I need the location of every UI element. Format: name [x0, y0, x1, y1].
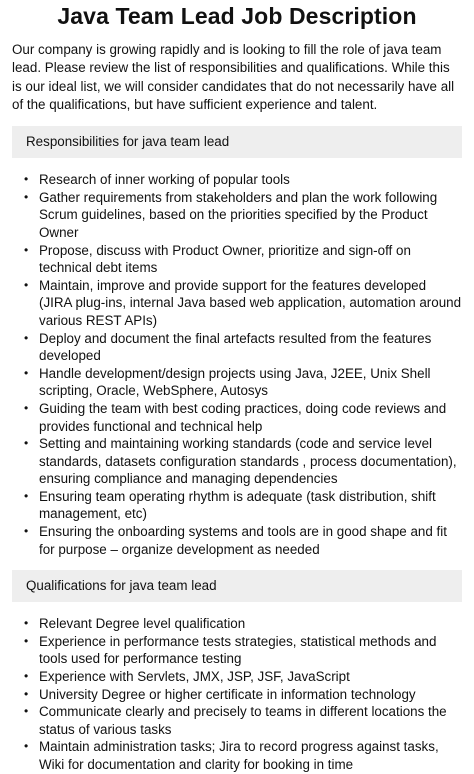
- qualifications-heading: Qualifications for java team lead: [12, 570, 462, 602]
- bullet-icon: •: [24, 686, 29, 701]
- bullet-icon: •: [24, 436, 29, 451]
- bullet-icon: •: [24, 739, 29, 754]
- bullet-icon: •: [24, 189, 29, 204]
- list-item: [24, 171, 462, 189]
- list-item: [24, 738, 462, 773]
- list-item-text: Experience in performance tests strategies, statistical methods and tools used for performance testing: [39, 633, 437, 667]
- list-item-text: Maintain, improve and provide support for the features developed (JIRA plug-ins, internal Java based web application, automation around various REST APIs): [39, 277, 462, 328]
- bullet-icon: •: [24, 172, 29, 187]
- list-item-text: Communicate clearly and precisely to teams in different locations the status of various tasks: [39, 704, 447, 737]
- list-item-text: University Degree or higher certificate in information technology: [39, 686, 416, 702]
- intro-paragraph: Our company is growing rapidly and is looking to fill the role of java team lead. Please review the list of responsibilities and qualifications. While this is our ideal list, we will consider candidates that do not necessarily have all of the qualifications, but have sufficient experience and talent.: [12, 42, 455, 112]
- page-title: Java Team Lead Job Description: [57, 3, 417, 29]
- list-item: [24, 668, 462, 686]
- list-item: [24, 615, 462, 633]
- list-item-text: Ensuring the onboarding systems and tools are in good shape and fit for purpose – organize development as needed: [39, 524, 447, 557]
- list-item-text: Handle development/design projects using Java, J2EE, Unix Shell scripting, Oracle, WebSphere, Autosys: [39, 365, 431, 399]
- list-item-text: Setting and maintaining working standards (code and service level standards, datasets configuration standards , process documentation), ensuring compliance and managing dependencies: [39, 436, 457, 487]
- list-item-text: Maintain administration tasks; Jira to record progress against tasks, Wiki for documentation and clarity for booking in time: [39, 739, 439, 772]
- list-item: [24, 189, 462, 242]
- list-item-text: Gather requirements from stakeholders and plan the work following Scrum guidelines, based on the priorities specified by the Product Owner: [39, 189, 438, 240]
- bullet-icon: •: [24, 704, 29, 719]
- bullet-icon: •: [24, 488, 29, 503]
- list-item-text: Guiding the team with best coding practices, doing code reviews and provides functional and technical help: [39, 400, 447, 434]
- list-item: [24, 488, 462, 523]
- bullet-icon: •: [24, 669, 29, 684]
- list-item-text: Relevant Degree level qualification: [39, 616, 246, 632]
- bullet-icon: •: [24, 277, 29, 292]
- list-item: [24, 633, 462, 668]
- list-item: [24, 330, 462, 365]
- bullet-icon: •: [24, 633, 29, 648]
- responsibilities-list: [0, 171, 474, 558]
- list-item: [24, 523, 462, 558]
- list-item-text: Experience with Servlets, JMX, JSP, JSF, JavaScript: [39, 669, 350, 685]
- list-item: [24, 242, 462, 277]
- list-item: [24, 703, 462, 738]
- list-item-text: Propose, discuss with Product Owner, prioritize and sign-off on technical debt items: [39, 242, 411, 276]
- bullet-icon: •: [24, 242, 29, 257]
- list-item: [24, 365, 462, 400]
- list-item: [24, 435, 462, 488]
- list-item-text: Research of inner working of popular tools: [39, 172, 290, 188]
- bullet-icon: •: [24, 524, 29, 539]
- bullet-icon: •: [24, 400, 29, 415]
- list-item-text: Deploy and document the final artefacts resulted from the features developed: [39, 330, 432, 364]
- bullet-icon: •: [24, 330, 29, 345]
- list-item: [24, 686, 462, 704]
- responsibilities-heading: Responsibilities for java team lead: [12, 126, 462, 158]
- bullet-icon: •: [24, 616, 29, 631]
- qualifications-list: [0, 615, 474, 773]
- list-item: [24, 277, 462, 330]
- list-item-text: Ensuring team operating rhythm is adequate (task distribution, shift management, etc): [39, 488, 436, 522]
- bullet-icon: •: [24, 365, 29, 380]
- list-item: [24, 400, 462, 435]
